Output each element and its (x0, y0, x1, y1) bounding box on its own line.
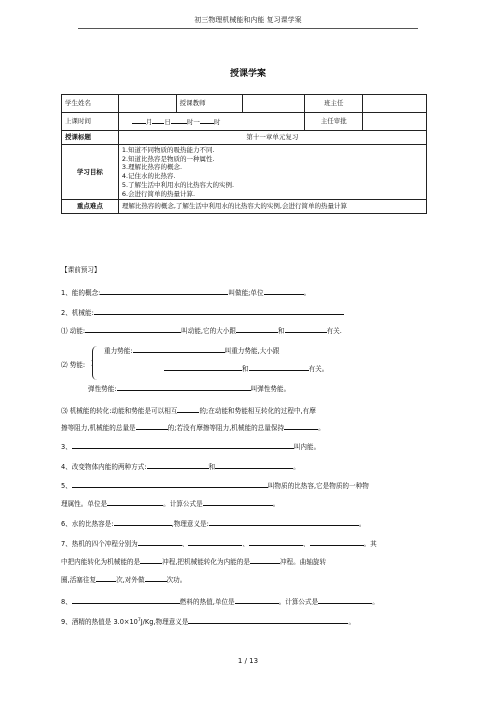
question-5-line1: 5、 叫物质的比热容,它是物质的一种物 (61, 482, 369, 490)
blank[interactable] (318, 596, 372, 604)
question-2-3-line1: ⑶ 机械能的转化:动能和势能是可以相互 的;在动能和势能相互转化的过程中,有摩 (61, 407, 316, 415)
brace-left (92, 346, 99, 380)
teacher-cell[interactable] (242, 95, 305, 113)
hour-end-label: 时 (213, 118, 221, 127)
info-row-topic (62, 131, 427, 145)
blank[interactable] (235, 596, 279, 604)
student-name-label: 学生姓名 (62, 95, 119, 113)
blank[interactable] (114, 518, 172, 526)
head-teacher-cell[interactable] (363, 95, 427, 113)
blank[interactable] (145, 574, 167, 582)
supervisor-label: 主任审批 (305, 113, 363, 131)
gravity-potential-2: 和 有关。 (164, 363, 328, 375)
question-2-1: ⑴ 动能: 叫动能,它的大小跟 和 有关. (61, 327, 342, 335)
blank[interactable] (136, 422, 168, 430)
blank[interactable] (107, 498, 163, 506)
elastic-potential: 弹性势能: 叫弹性势能。 (88, 385, 291, 393)
blank[interactable] (188, 616, 348, 624)
key-label: 重点难点 (62, 200, 119, 214)
blank[interactable] (140, 556, 162, 564)
info-row-goals (62, 144, 427, 200)
info-row-key (62, 200, 427, 214)
teacher-label: 授课教师 (176, 95, 242, 113)
blank[interactable] (177, 405, 199, 413)
blank[interactable] (236, 325, 278, 333)
header-rule (78, 28, 418, 29)
class-time-cell[interactable] (118, 113, 304, 131)
doc-header-title: 初三物理机械能和内能 复习课学案 (194, 16, 302, 24)
page-title: 授课学案 (229, 69, 266, 79)
question-6: 6、水的比热容是: ,物理意义是: 。 (61, 520, 366, 528)
question-9: 9、酒精的热值是 $3.0\times 10^7J/Kg$,物理意义是 。 (61, 617, 356, 626)
goals-label: 学习目标 (62, 144, 119, 200)
blank[interactable] (285, 325, 327, 333)
blank[interactable] (96, 574, 116, 582)
gravity-potential: 重力势能: 叫重力势能,大小跟 (104, 347, 280, 355)
blank[interactable] (100, 287, 228, 295)
blank[interactable] (310, 538, 364, 546)
blank[interactable] (94, 307, 344, 315)
info-table (61, 94, 427, 214)
question-4: 4、改变物体内能的两种方式: 和 。 (61, 463, 300, 471)
goal-item: 3.理解比热容的概念. (121, 163, 183, 172)
blank[interactable] (209, 518, 359, 526)
blank[interactable] (72, 441, 294, 449)
supervisor-cell[interactable] (363, 113, 427, 131)
goals-list (118, 144, 426, 200)
question-7-line1: 7、热机的四个冲程分别为 、 、 、 。其 (61, 540, 377, 548)
page-indicator: 1 / 13 (237, 657, 259, 665)
question-2-3-line2: 擦等阻力,机械能的总量是 的;若没有摩擦等阻力,机械能的总量保持 。 (61, 424, 325, 432)
blank[interactable] (147, 461, 209, 469)
blank[interactable] (72, 480, 268, 488)
blank[interactable] (284, 422, 318, 430)
question-1: 1、能的概念: 叫做能;单位 。 (61, 289, 311, 297)
hour-label: 时一 (186, 118, 200, 127)
class-time-label: 上课时间 (62, 113, 119, 131)
goal-item: 6.会进行简单的热量计算. (121, 189, 196, 198)
blank[interactable] (117, 383, 251, 391)
goal-item: 1.知道不同物质的吸热能力不同. (121, 145, 215, 154)
blank[interactable] (164, 363, 242, 371)
topic-value: 第十一章单元复习 (118, 131, 426, 145)
blank[interactable] (249, 538, 303, 546)
question-5-line2: 理属性。单位是 。计算公式是 。 (61, 500, 280, 508)
blank[interactable] (188, 538, 242, 546)
blank[interactable] (215, 461, 293, 469)
day-label: 日 (164, 118, 171, 127)
key-value: 理解比热容的概念,了解生活中利用水的比热容大的实例,会进行简单的热量计算 (118, 200, 426, 214)
question-2: 2、机械能: (61, 307, 344, 319)
question-7-line2: 中把内能转化为机械能的是 冲程,把机械能转化为内能的是 冲程。曲轴旋转 (61, 558, 327, 566)
student-name-cell[interactable] (118, 95, 176, 113)
blank[interactable] (85, 325, 181, 333)
blank[interactable] (249, 363, 309, 371)
head-teacher-label: 班主任 (305, 95, 363, 113)
preview-heading: 【课前预习】 (61, 266, 101, 274)
blank[interactable] (133, 345, 225, 353)
potential-label: ⑵ 势能: (61, 361, 86, 369)
goal-item: 4.记住水的比热容. (121, 172, 176, 181)
info-row-time (62, 113, 427, 131)
blank[interactable] (138, 538, 182, 546)
blank[interactable] (250, 556, 280, 564)
blank[interactable] (264, 287, 304, 295)
blank[interactable] (203, 498, 273, 506)
topic-label: 授课标题 (62, 131, 119, 145)
blank[interactable] (72, 596, 180, 604)
brace-point (89, 360, 93, 366)
question-3: 3、 叫内能。 (61, 443, 321, 451)
goal-item: 5.了解生活中利用水的比热容大的实例. (121, 180, 235, 189)
month-label: 月 (145, 118, 153, 127)
question-7-line3: 圈,活塞往复 次,对外做 次功。 (61, 576, 187, 584)
info-row-names (62, 95, 427, 113)
question-8: 8、 燃料的热值,单位是 。计算公式是 。 (61, 598, 379, 606)
goal-item: 2.知道比热容是物质的一种属性. (121, 154, 215, 163)
